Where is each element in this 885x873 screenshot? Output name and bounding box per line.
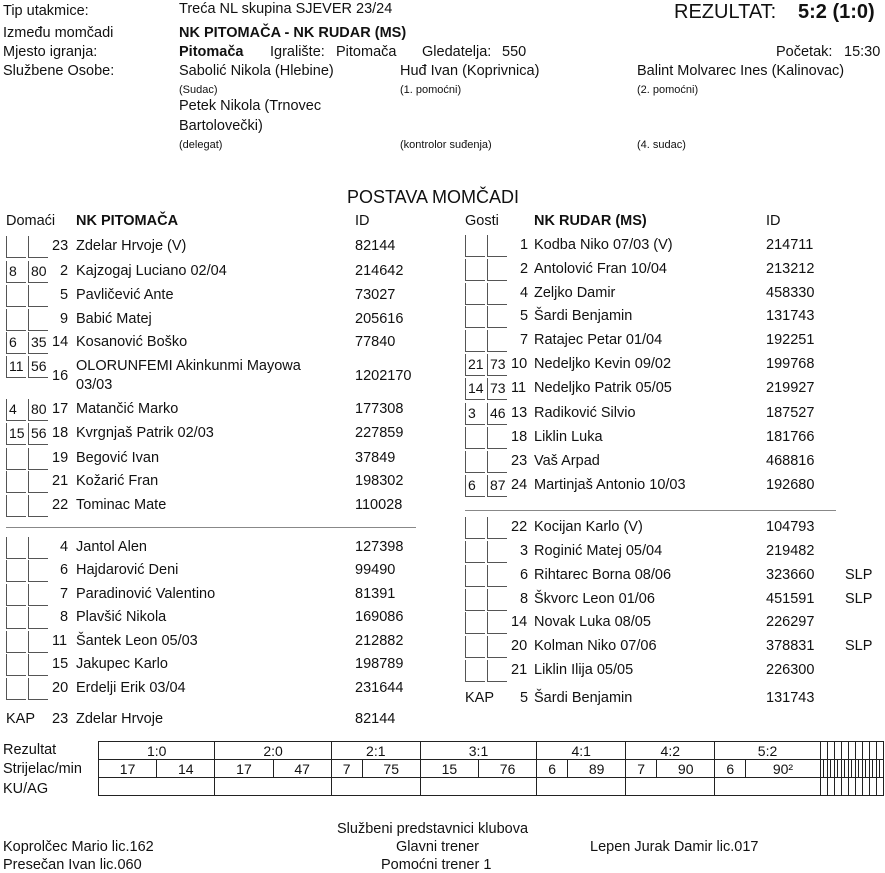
match-type-value: Treća NL skupina SJEVER 23/24 <box>179 1 393 17</box>
sub-minute-box <box>487 612 507 634</box>
player-number: 5 <box>520 308 529 324</box>
player-id: 214642 <box>355 263 404 279</box>
player-id: 104793 <box>766 519 815 535</box>
score-result-cell: 4:1 <box>537 742 626 760</box>
player-number: 11 <box>511 380 527 396</box>
player-number: 8 <box>60 609 69 625</box>
player-name: Rihtarec Borna 08/06 <box>534 567 672 583</box>
venue-label: Mjesto igranja: <box>3 44 98 60</box>
player-id: 458330 <box>766 285 815 301</box>
player-id: 81391 <box>355 586 396 602</box>
sub-minute-box: 3 <box>465 403 485 425</box>
sub-minute-box <box>6 448 26 470</box>
score-result-cell <box>876 742 883 760</box>
player-id: 226297 <box>766 614 815 630</box>
scorer-minute-cell: 75 <box>362 760 420 778</box>
player-name: Martinjaš Antonio 10/03 <box>534 477 686 493</box>
sub-minute-box <box>28 448 48 470</box>
sub-minute-box <box>6 537 26 559</box>
player-id: 192680 <box>766 477 815 493</box>
cards-cell <box>855 778 862 796</box>
player-number: 19 <box>52 450 69 466</box>
sub-minute-box <box>28 236 48 258</box>
cards-cell <box>537 778 626 796</box>
scorer-minute-cell: 47 <box>273 760 331 778</box>
score-result-cell <box>834 742 841 760</box>
score-results-row <box>99 742 884 760</box>
sub-minute-box <box>487 517 507 539</box>
player-number: 9 <box>60 311 69 327</box>
sub-minute-box <box>465 283 485 305</box>
sub-minute-box: 8 <box>6 261 26 283</box>
player-number: 18 <box>511 429 528 445</box>
sub-minute-box: 46 <box>487 403 507 425</box>
sub-minute-box: 15 <box>6 423 26 445</box>
cards-cell <box>820 778 827 796</box>
sub-minute-box <box>6 471 26 493</box>
player-id: 219927 <box>766 380 815 396</box>
player-number: 23 <box>52 238 69 254</box>
player-number: 2 <box>520 261 529 277</box>
sub-minute-box <box>487 427 507 449</box>
away-team-name: NK RUDAR (MS) <box>534 213 647 229</box>
player-number: 22 <box>52 497 69 513</box>
sub-minute-box <box>465 451 485 473</box>
score-result-cell: 3:1 <box>420 742 536 760</box>
player-name: Tominac Mate <box>76 497 167 513</box>
player-name: Kocijan Karlo (V) <box>534 519 643 535</box>
sub-minute-box <box>28 537 48 559</box>
player-id: 231644 <box>355 680 404 696</box>
sub-minute-box: 11 <box>6 356 26 378</box>
score-result-cell <box>827 742 834 760</box>
scorer-number-cell: 6 <box>537 760 568 778</box>
pitch-label: Igralište: <box>270 44 325 60</box>
sub-minute-box: 80 <box>28 399 48 421</box>
scorer-minute-cell: 14 <box>157 760 215 778</box>
away-divider <box>465 510 836 511</box>
sub-minute-box <box>6 631 26 653</box>
sub-minute-box: 80 <box>28 261 48 283</box>
score-result-cell <box>848 742 855 760</box>
player-number: 17 <box>52 401 69 417</box>
sub-minute-box: 56 <box>28 423 48 445</box>
cards-cell <box>626 778 715 796</box>
sub-minute-box <box>6 678 26 700</box>
player-number: 21 <box>52 473 69 489</box>
player-name: Roginić Matej 05/04 <box>534 543 663 559</box>
sub-minute-box <box>6 654 26 676</box>
score-row-label-cards: KU/AG <box>3 781 49 797</box>
home-captain-label: KAP <box>6 711 36 727</box>
sub-minute-box <box>28 285 48 307</box>
player-id: 77840 <box>355 334 396 350</box>
player-number: 7 <box>520 332 529 348</box>
sub-minute-box: 6 <box>465 475 485 497</box>
player-number: 11 <box>52 633 68 649</box>
player-name: Erdelji Erik 03/04 <box>76 680 186 696</box>
player-number: 2 <box>60 263 69 279</box>
scorer-number-cell: 15 <box>420 760 478 778</box>
scorer-minute-cell <box>880 760 884 778</box>
home-head-coach: Koprolčec Mario lic.162 <box>3 839 154 855</box>
sub-minute-box <box>28 607 48 629</box>
player-id: 212882 <box>355 633 404 649</box>
player-id: 323660 <box>766 567 815 583</box>
sub-minute-box <box>6 309 26 331</box>
sub-minute-box <box>487 306 507 328</box>
sub-minute-box: 21 <box>465 354 485 376</box>
player-name: Antolović Fran 10/04 <box>534 261 667 277</box>
away-captain-id: 131743 <box>766 690 815 706</box>
official-delegate-role: (delegat) <box>179 139 223 151</box>
score-result-cell <box>820 742 827 760</box>
player-id: 205616 <box>355 311 404 327</box>
sub-minute-box: 73 <box>487 354 507 376</box>
lineup-title: POSTAVA MOMČADI <box>347 187 520 207</box>
sub-minute-box <box>487 451 507 473</box>
player-number: 4 <box>60 539 69 555</box>
official-assistant2-name: Balint Molvarec Ines (Kalinovac) <box>637 63 845 79</box>
cards-cell <box>99 778 215 796</box>
sub-minute-box <box>487 283 507 305</box>
teams-label: Između momčadi <box>3 25 114 41</box>
sub-minute-box: 56 <box>28 356 48 378</box>
official-assistant1-role: (1. pomoćni) <box>400 84 462 96</box>
sub-minute-box <box>487 235 507 257</box>
player-name: Jantol Alen <box>76 539 147 555</box>
player-tag: SLP <box>845 567 873 583</box>
sub-minute-box <box>487 565 507 587</box>
home-team-name: NK PITOMAČA <box>76 213 179 229</box>
head-coach-label: Glavni trener <box>396 839 480 855</box>
player-number: 14 <box>511 614 528 630</box>
player-id: 181766 <box>766 429 815 445</box>
sub-minute-box <box>487 589 507 611</box>
away-captain-name: Šardi Benjamin <box>534 690 633 706</box>
cards-cell <box>876 778 883 796</box>
player-id: 468816 <box>766 453 815 469</box>
player-number: 8 <box>520 591 529 607</box>
home-captain-name: Zdelar Hrvoje <box>76 711 164 727</box>
player-number: 1 <box>520 237 529 253</box>
player-name: Kolman Niko 07/06 <box>534 638 657 654</box>
player-name: Vaš Arpad <box>534 453 600 469</box>
player-name: Kožarić Fran <box>76 473 159 489</box>
player-id: 82144 <box>355 238 396 254</box>
player-number: 5 <box>60 287 69 303</box>
sub-minute-box: 87 <box>487 475 507 497</box>
score-result-cell: 2:1 <box>331 742 420 760</box>
player-name: Babić Matej <box>76 311 152 327</box>
score-result-cell <box>862 742 869 760</box>
sub-minute-box <box>6 285 26 307</box>
scorer-minute-cell: 90 <box>657 760 715 778</box>
away-label: Gosti <box>465 213 499 229</box>
sub-minute-box: 73 <box>487 378 507 400</box>
player-id: 227859 <box>355 425 404 441</box>
cards-cell <box>848 778 855 796</box>
start-label: Početak: <box>776 44 833 60</box>
player-name: Zdelar Hrvoje (V) <box>76 238 187 254</box>
home-assistant-coach: Presečan Ivan lic.060 <box>3 857 142 873</box>
player-number: 3 <box>520 543 529 559</box>
result-label: REZULTAT: <box>674 1 777 23</box>
player-number: 6 <box>520 567 529 583</box>
match-type-label: Tip utakmice: <box>3 3 89 19</box>
player-name-line2: 03/03 <box>76 377 113 393</box>
player-number: 24 <box>511 477 528 493</box>
player-tag: SLP <box>845 638 873 654</box>
sub-minute-box: 6 <box>6 332 26 354</box>
score-result-cell: 4:2 <box>626 742 715 760</box>
officials-label: Službene Osobe: <box>3 63 115 79</box>
start-value: 15:30 <box>844 44 881 60</box>
sub-minute-box <box>465 612 485 634</box>
player-name: Matančić Marko <box>76 401 179 417</box>
player-id: 226300 <box>766 662 815 678</box>
player-id: 169086 <box>355 609 404 625</box>
player-number: 16 <box>52 368 69 384</box>
scorer-number-cell: 7 <box>626 760 657 778</box>
player-id: 451591 <box>766 591 815 607</box>
player-id: 37849 <box>355 450 396 466</box>
player-name: OLORUNFEMI Akinkunmi Mayowa <box>76 358 301 374</box>
score-table <box>98 741 884 796</box>
result-value: 5:2 (1:0) <box>798 1 875 23</box>
player-number: 20 <box>511 638 528 654</box>
player-number: 14 <box>52 334 69 350</box>
sub-minute-box <box>465 330 485 352</box>
player-number: 22 <box>511 519 528 535</box>
player-name: Zeljko Damir <box>534 285 616 301</box>
sub-minute-box: 4 <box>6 399 26 421</box>
away-captain-number: 5 <box>520 690 529 706</box>
score-result-cell: 2:0 <box>215 742 331 760</box>
scorer-minute-cell: 89 <box>568 760 626 778</box>
player-id: 378831 <box>766 638 815 654</box>
scorer-number-cell: 7 <box>331 760 362 778</box>
player-id: 187527 <box>766 405 815 421</box>
sub-minute-box <box>28 471 48 493</box>
home-label: Domaći <box>6 213 56 229</box>
sub-minute-box <box>465 427 485 449</box>
cards-cell <box>869 778 876 796</box>
official-assistant1-name: Huđ Ivan (Koprivnica) <box>400 63 540 79</box>
player-id: 213212 <box>766 261 815 277</box>
player-id: 198302 <box>355 473 404 489</box>
player-number: 7 <box>60 586 69 602</box>
home-captain-number: 23 <box>52 711 69 727</box>
player-tag: SLP <box>845 591 873 607</box>
player-name: Plavšić Nikola <box>76 609 167 625</box>
sub-minute-box <box>487 636 507 658</box>
player-id: 177308 <box>355 401 404 417</box>
sub-minute-box <box>487 541 507 563</box>
pitch-value: Pitomača <box>336 44 397 60</box>
sub-minute-box <box>28 584 48 606</box>
player-name: Pavličević Ante <box>76 287 174 303</box>
cards-cell <box>420 778 536 796</box>
player-number: 18 <box>52 425 69 441</box>
sub-minute-box <box>28 309 48 331</box>
player-name: Kvrgnjaš Patrik 02/03 <box>76 425 214 441</box>
player-id: 131743 <box>766 308 815 324</box>
player-number: 21 <box>511 662 528 678</box>
player-number: 6 <box>60 562 69 578</box>
sub-minute-box <box>465 259 485 281</box>
player-name: Hajdarović Deni <box>76 562 179 578</box>
player-id: 198789 <box>355 656 404 672</box>
official-fourth-role: (4. sudac) <box>637 139 686 151</box>
player-id: 127398 <box>355 539 404 555</box>
official-delegate-name: Petek Nikola (Trnovec <box>179 98 322 114</box>
home-captain-id: 82144 <box>355 711 396 727</box>
sub-minute-box: 35 <box>28 332 48 354</box>
player-name: Kodba Niko 07/03 (V) <box>534 237 673 253</box>
assistant-coach-label: Pomoćni trener 1 <box>381 857 492 873</box>
sub-minute-box <box>487 330 507 352</box>
spectators-value: 550 <box>502 44 527 60</box>
player-number: 13 <box>511 405 528 421</box>
sub-minute-box <box>28 654 48 676</box>
player-id: 199768 <box>766 356 815 372</box>
sub-minute-box <box>487 660 507 682</box>
scorer-minute-cell: 90² <box>746 760 821 778</box>
sub-minute-box <box>6 236 26 258</box>
sub-minute-box <box>6 584 26 606</box>
sub-minute-box: 14 <box>465 378 485 400</box>
official-controller-role: (kontrolor suđenja) <box>400 139 492 151</box>
official-assistant2-role: (2. pomoćni) <box>637 84 699 96</box>
official-referee-role: (Sudac) <box>179 84 218 96</box>
player-name: Jakupec Karlo <box>76 656 168 672</box>
player-name: Radiković Silvio <box>534 405 636 421</box>
score-result-cell: 5:2 <box>715 742 820 760</box>
sub-minute-box <box>487 259 507 281</box>
player-name: Škvorc Leon 01/06 <box>534 591 655 607</box>
footer-title: Službeni predstavnici klubova <box>337 821 529 837</box>
score-row-label-scorer: Strijelac/min <box>3 761 82 777</box>
sub-minute-box <box>465 565 485 587</box>
player-number: 20 <box>52 680 69 696</box>
sub-minute-box <box>465 517 485 539</box>
sub-minute-box <box>28 495 48 517</box>
player-name: Begović Ivan <box>76 450 160 466</box>
player-name: Nedeljko Patrik 05/05 <box>534 380 672 396</box>
sub-minute-box <box>465 235 485 257</box>
home-divider <box>6 527 416 528</box>
sub-minute-box <box>465 636 485 658</box>
player-id: 110028 <box>355 497 403 513</box>
player-id: 1202170 <box>355 368 412 384</box>
away-id-header: ID <box>766 213 781 229</box>
sub-minute-box <box>465 660 485 682</box>
player-number: 10 <box>511 356 528 372</box>
cards-cell <box>834 778 841 796</box>
official-delegate-name-line2: Bartolovečki) <box>179 118 263 134</box>
official-referee-name: Sabolić Nikola (Hlebine) <box>179 63 334 79</box>
player-name: Ratajec Petar 01/04 <box>534 332 663 348</box>
player-number: 23 <box>511 453 528 469</box>
scorer-number-cell: 17 <box>99 760 157 778</box>
sub-minute-box <box>465 306 485 328</box>
player-number: 15 <box>52 656 69 672</box>
score-result-cell <box>869 742 876 760</box>
player-name: Šantek Leon 05/03 <box>76 633 198 649</box>
sub-minute-box <box>6 607 26 629</box>
score-row-label-result: Rezultat <box>3 742 57 758</box>
player-name: Liklin Luka <box>534 429 603 445</box>
player-name: Novak Luka 08/05 <box>534 614 651 630</box>
cards-cell <box>841 778 848 796</box>
scorer-number-cell: 6 <box>715 760 746 778</box>
sub-minute-box <box>465 589 485 611</box>
cards-cell <box>827 778 834 796</box>
cards-cell <box>862 778 869 796</box>
score-result-cell: 1:0 <box>99 742 215 760</box>
player-name: Nedeljko Kevin 09/02 <box>534 356 672 372</box>
player-name: Šardi Benjamin <box>534 308 633 324</box>
cards-cell <box>215 778 331 796</box>
score-result-cell <box>841 742 848 760</box>
player-name: Paradinović Valentino <box>76 586 216 602</box>
player-number: 4 <box>520 285 529 301</box>
sub-minute-box <box>28 678 48 700</box>
cards-cell <box>715 778 820 796</box>
player-id: 99490 <box>355 562 396 578</box>
sub-minute-box <box>28 631 48 653</box>
scorer-minute-cell: 76 <box>479 760 537 778</box>
sub-minute-box <box>6 560 26 582</box>
score-scorers-row <box>99 760 884 778</box>
player-id: 214711 <box>766 237 814 253</box>
player-id: 219482 <box>766 543 815 559</box>
home-id-header: ID <box>355 213 370 229</box>
sub-minute-box <box>6 495 26 517</box>
spectators-label: Gledatelja: <box>422 44 492 60</box>
player-id: 73027 <box>355 287 396 303</box>
teams-value: NK PITOMAČA - NK RUDAR (MS) <box>179 25 407 41</box>
score-cards-row <box>99 778 884 796</box>
player-name: Kosanović Boško <box>76 334 188 350</box>
sub-minute-box <box>28 560 48 582</box>
away-head-coach: Lepen Jurak Damir lic.017 <box>590 839 759 855</box>
score-result-cell <box>855 742 862 760</box>
sub-minute-box <box>465 541 485 563</box>
venue-value: Pitomača <box>179 44 244 60</box>
player-id: 192251 <box>766 332 815 348</box>
cards-cell <box>331 778 420 796</box>
away-captain-label: KAP <box>465 690 495 706</box>
scorer-number-cell: 17 <box>215 760 273 778</box>
player-name: Liklin Ilija 05/05 <box>534 662 634 678</box>
player-name: Kajzogaj Luciano 02/04 <box>76 263 227 279</box>
